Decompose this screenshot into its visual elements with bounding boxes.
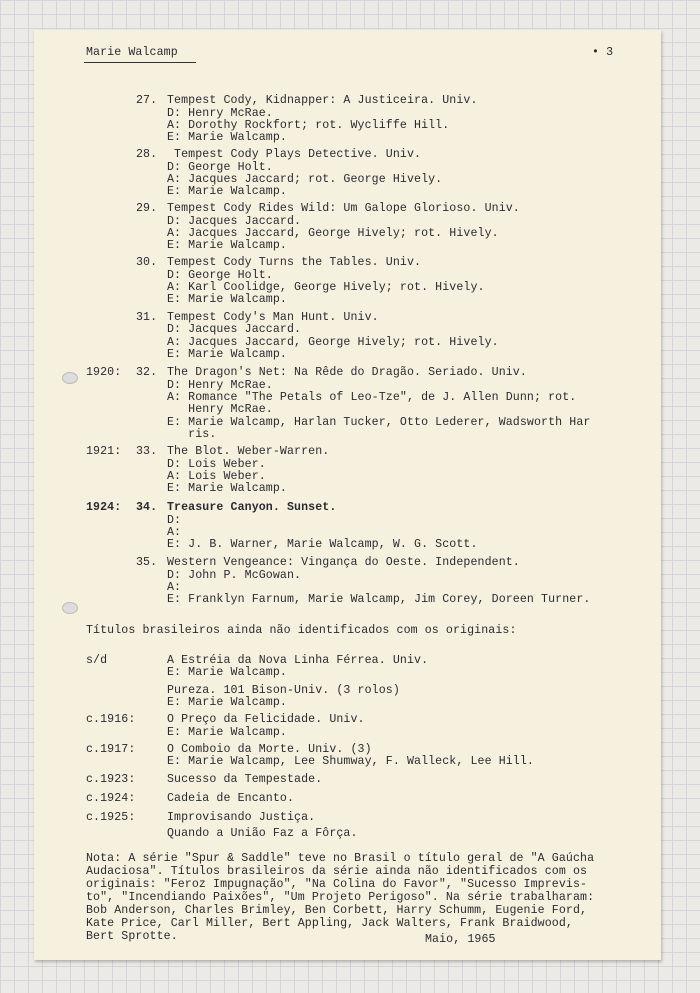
note-line: Nota: A série "Spur & Saddle" teve no Brasil o título geral de "A Gaúcha (86, 852, 595, 865)
film-year: 1924: (86, 501, 122, 514)
film-number: 33. (136, 445, 158, 458)
film-director: D: Jacques Jaccard. (167, 215, 302, 228)
film-author: A: Jacques Jaccard, George Hively; rot. Hively. (167, 227, 499, 240)
film-cast: E: Marie Walcamp. (167, 482, 287, 495)
unidentified-date: s/d (86, 654, 108, 667)
film-number: 27. (136, 94, 158, 107)
unidentified-title: Sucesso da Tempestade. (167, 773, 323, 786)
note-line: Kate Price, Carl Miller, Bert Appling, Jack Walters, Frank Braidwood, (86, 917, 573, 930)
film-year: 1921: (86, 445, 122, 458)
unidentified-date: c.1924: (86, 792, 136, 805)
punch-hole-top (62, 372, 78, 384)
unidentified-title: Cadeia de Encanto. (167, 792, 295, 805)
film-director: D: Henry McRae. (167, 379, 273, 392)
film-cast: E: Marie Walcamp. (167, 131, 287, 144)
unidentified-title: Quando a União Faz a Fôrça. (167, 827, 358, 840)
film-director: D: (167, 514, 182, 527)
film-title: Tempest Cody Turns the Tables. Univ. (167, 256, 422, 269)
unidentified-title: A Estréia da Nova Linha Férrea. Univ. (167, 654, 429, 667)
film-director: D: Jacques Jaccard. (167, 323, 302, 336)
film-title: Tempest Cody's Man Hunt. Univ. (167, 311, 379, 324)
page-number: • 3 (592, 46, 614, 59)
unidentified-cast: E: Marie Walcamp. (167, 666, 287, 679)
film-author: A: Dorothy Rockfort; rot. Wycliffe Hill. (167, 119, 450, 132)
film-cast: E: Marie Walcamp, Harlan Tucker, Otto Lederer, Wadsworth Har (167, 416, 591, 429)
unidentified-date: c.1923: (86, 773, 136, 786)
unidentified-cast: E: Marie Walcamp. (167, 696, 287, 709)
unidentified-title: O Preço da Felicidade. Univ. (167, 713, 365, 726)
film-title: Western Vengeance: Vingança do Oeste. Independent. (167, 556, 520, 569)
film-number: 29. (136, 202, 158, 215)
unidentified-title: Pureza. 101 Bison-Univ. (3 rolos) (167, 684, 400, 697)
note-line: to", "Incendiando Paixões", "Um Projeto Perigoso". Na série trabalharam: (86, 891, 595, 904)
note-line: Bert Sprotte. (86, 930, 178, 943)
note-line: Audaciosa". Títulos brasileiros da série ainda não identificados com os (86, 865, 588, 878)
film-title: The Blot. Weber-Warren. (167, 445, 330, 458)
film-director: D: George Holt. (167, 269, 273, 282)
film-cast: E: Marie Walcamp. (167, 185, 287, 198)
punch-hole-bottom (62, 602, 78, 614)
film-director: D: Lois Weber. (167, 458, 266, 471)
film-number: 28. (136, 148, 158, 161)
film-number: 31. (136, 311, 158, 324)
signed-date: Maio, 1965 (425, 933, 496, 946)
header-underline (84, 62, 196, 63)
film-year: 1920: (86, 366, 122, 379)
film-number: 32. (136, 366, 158, 379)
film-title: Tempest Cody Rides Wild: Um Galope Glorioso. Univ. (167, 202, 520, 215)
film-author: A: Romance "The Petals of Leo-Tze", de J. Allen Dunn; rot. (167, 391, 577, 404)
film-number: 34. (136, 501, 158, 514)
film-number: 30. (136, 256, 158, 269)
note-line: Bob Anderson, Charles Brimley, Ben Corbett, Harry Schumm, Eugenie Ford, (86, 904, 588, 917)
film-author: A: Jacques Jaccard; rot. George Hively. (167, 173, 443, 186)
film-cast: E: Marie Walcamp. (167, 293, 287, 306)
unidentified-date: c.1916: (86, 713, 136, 726)
film-author-cont: Henry McRae. (167, 403, 273, 416)
film-title: The Dragon's Net: Na Rêde do Dragão. Seriado. Univ. (167, 366, 527, 379)
film-cast-cont: ris. (167, 428, 217, 441)
film-author: A: (167, 526, 182, 539)
unidentified-heading: Títulos brasileiros ainda não identificados com os originais: (86, 624, 517, 637)
film-director: D: Henry McRae. (167, 107, 273, 120)
film-director: D: George Holt. (167, 161, 273, 174)
header-author: Marie Walcamp (86, 46, 178, 59)
film-title: Treasure Canyon. Sunset. (167, 501, 337, 514)
unidentified-title: O Comboio da Morte. Univ. (3) (167, 743, 372, 756)
film-director: D: John P. McGowan. (167, 569, 302, 582)
film-cast: E: Marie Walcamp. (167, 239, 287, 252)
film-title: Tempest Cody Plays Detective. Univ. (167, 148, 422, 161)
film-title: Tempest Cody, Kidnapper: A Justiceira. Univ. (167, 94, 478, 107)
note-line: originais: "Feroz Impugnação", "Na Colina do Favor", "Sucesso Imprevis- (86, 878, 588, 891)
unidentified-cast: E: Marie Walcamp. (167, 726, 287, 739)
film-author: A: Karl Coolidge, George Hively; rot. Hively. (167, 281, 485, 294)
film-number: 35. (136, 556, 158, 569)
film-author: A: Lois Weber. (167, 470, 266, 483)
unidentified-date: c.1917: (86, 743, 136, 756)
film-author: A: (167, 581, 182, 594)
film-author: A: Jacques Jaccard, George Hively; rot. Hively. (167, 336, 499, 349)
unidentified-date: c.1925: (86, 811, 136, 824)
film-cast: E: Franklyn Farnum, Marie Walcamp, Jim Corey, Doreen Turner. (167, 593, 591, 606)
film-cast: E: Marie Walcamp. (167, 348, 287, 361)
film-cast: E: J. B. Warner, Marie Walcamp, W. G. Scott. (167, 538, 478, 551)
unidentified-title: Improvisando Justiça. (167, 811, 316, 824)
unidentified-cast: E: Marie Walcamp, Lee Shumway, F. Walleck, Lee Hill. (167, 755, 534, 768)
